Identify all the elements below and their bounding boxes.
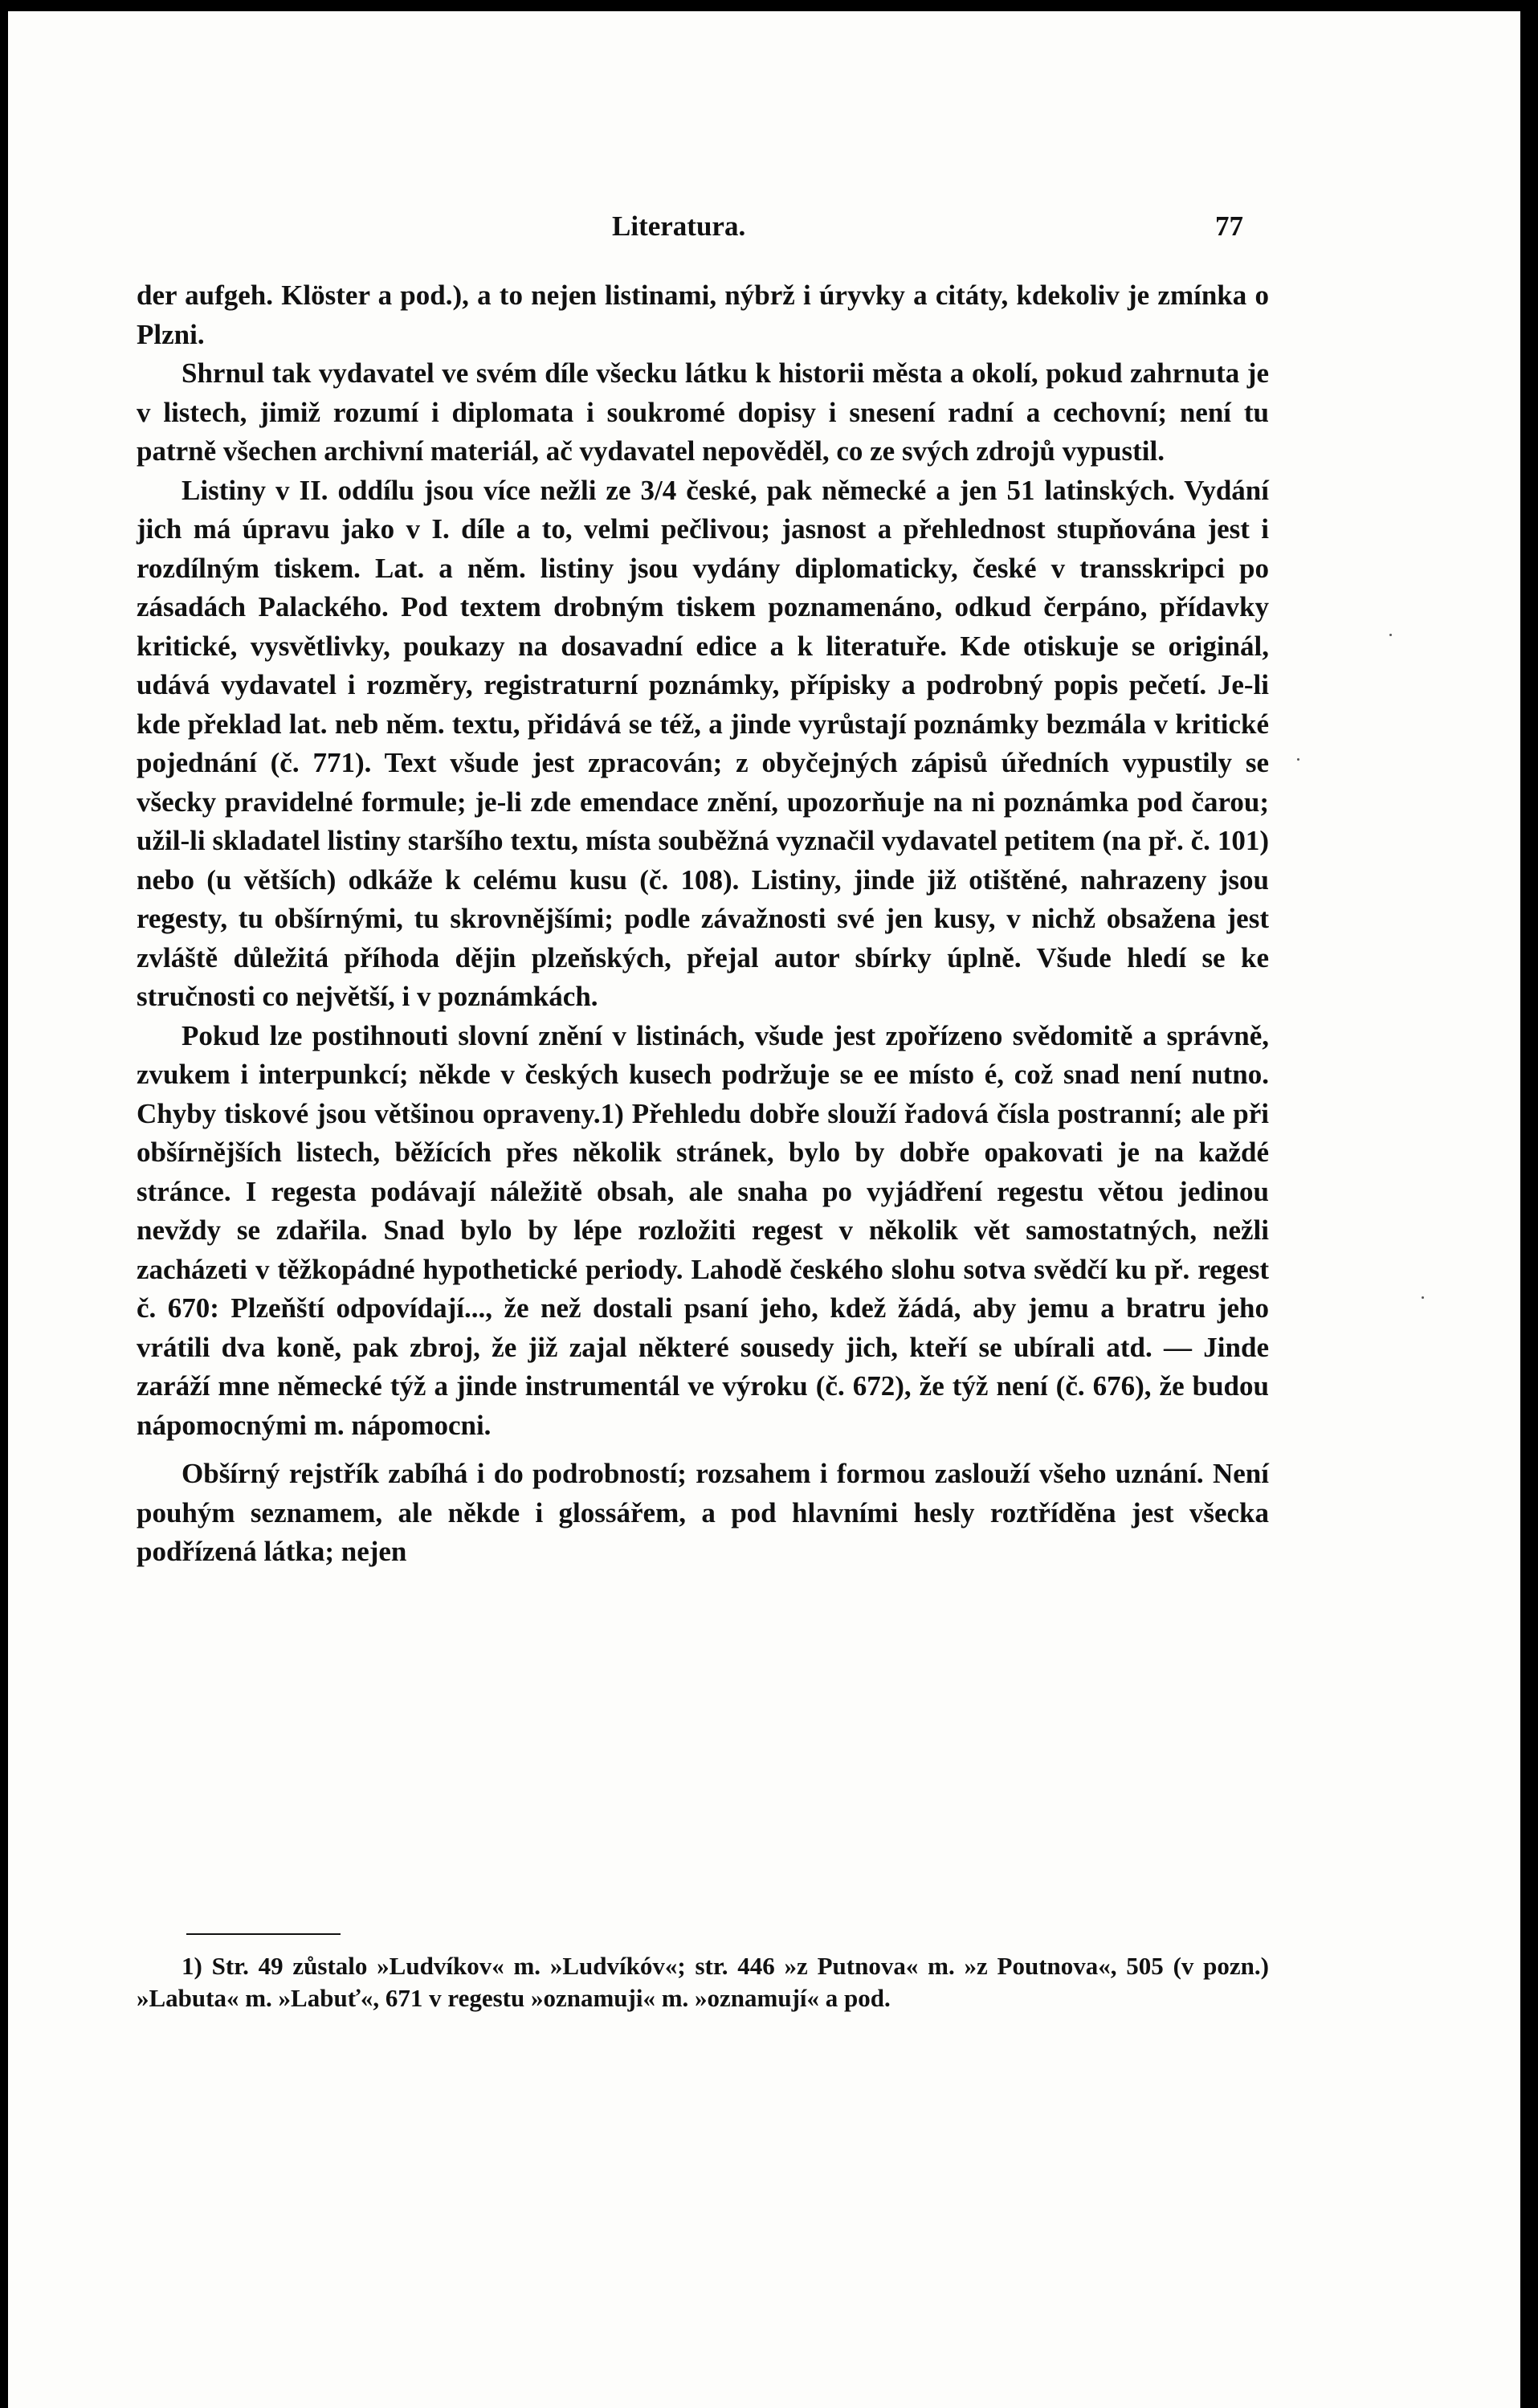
paragraph-1: der aufgeh. Klöster a pod.), a to nejen listinami, nýbrž i úryvky a citáty, kdekoliv je zmínka o Plzni. — [137, 280, 1269, 350]
footnotes — [137, 1950, 1269, 2014]
scan-speck — [1297, 758, 1299, 761]
scan-speck — [1389, 634, 1392, 636]
document-page — [8, 11, 1520, 2408]
paragraph-3: Listiny v II. oddílu jsou více nežli ze 3/4 české, pak německé a jen 51 latinských. Vydání jich má úpravu jako v I. díle a to, velmi pečlivou; jasnost a přehlednost stupňována jest i rozdílným tiskem. Lat. a něm. listiny jsou vydány diplomaticky, české v transskripci po zásadách Palackého. Pod textem drobným tiskem poznamenáno, odkud čerpáno, přídavky kritické, vysvětlivky, poukazy na dosavadní edice a k literatuře. Kde otiskuje se originál, udává vydavatel i rozměry, registraturní poznámky, přípisky a podrobný popis pečetí. Je-li kde překlad lat. neb něm. textu, přidává se též, a jinde vyrůstají poznámky bezmála v kritické pojednání (č. 771). Text všude jest zpracován; z obyčejných zápisů úředních vypustily se všecky pravidelné formule; je-li zde emendace znění, upozorňuje na ni poznámka pod čarou; užil-li skladatel listiny staršího textu, místa souběžná vyznačil vydavatel petitem (na př. č. 101) nebo (u větších) odkáže k celému kusu (č. 108). Listiny, jinde již otištěné, nahrazeny jsou regesty, tu obšírnými, tu skrovnějšími; podle závažnosti své jen kusy, v nichž obsažena jest zvláště důležitá příhoda dějin plzeňských, přejal autor sbírky úplně. Všude hledí se ke stručnosti co největší, i v poznámkách. — [137, 474, 1269, 1012]
footnote-divider — [186, 1933, 341, 1935]
running-title: Literatura. — [612, 210, 746, 242]
body-text — [137, 276, 1269, 1572]
page-number: 77 — [1215, 210, 1243, 242]
scan-speck — [1422, 1296, 1424, 1299]
running-header — [8, 204, 1520, 252]
paragraph-5: Obšírný rejstřík zabíhá i do podrobností; rozsahem i formou zaslouží všeho uznání. Není pouhým seznamem, ale někde i glossářem, a pod hlavními hesly roztříděna jest všecka podřízená látka; nejen — [137, 1458, 1269, 1567]
footnote-1: 1) Str. 49 zůstalo »Ludvíkov« m. »Ludvíkóv«; str. 446 »z Putnova« m. »z Poutnova«, 505 (v pozn.) »Labuta« m. »Labuť«, 671 v regestu »oznamuji« m. »oznamují« a pod. — [137, 1952, 1269, 2012]
paragraph-2: Shrnul tak vydavatel ve svém díle všecku látku k historii města a okolí, pokud zahrnuta je v listech, jimiž rozumí i diplomata i soukromé dopisy i snesení radní a cechovní; není tu patrně všechen archivní materiál, ač vydavatel nepověděl, co ze svých zdrojů vypustil. — [137, 357, 1269, 467]
paragraph-4: Pokud lze postihnouti slovní znění v listinách, všude jest zpořízeno svědomitě a správně, zvukem i interpunkcí; někde v českých kusech podržuje se ee místo é, což snad není nutno. Chyby tiskové jsou většinou opraveny.1) Přehledu dobře slouží řadová čísla postranní; ale při obšírnějších listech, běžících přes několik stránek, bylo by dobře opakovati je na každé stránce. I regesta podávají náležitě obsah, ale snaha po vyjádření regestu větou jedinou nevždy se zdařila. Snad bylo by lépe rozložiti regest v několik vět samostatných, nežli zacházeti v těžkopádné hypothetické periody. Lahodě českého slohu sotva svědčí ku př. regest č. 670: Plzeňští odpovídají..., že než dostali psaní jeho, kdež žádá, aby jemu a bratru jeho vrátili dva koně, pak zbroj, že již zajal některé sousedy jich, kteří se ubírali atd. — Jinde zaráží mne německé týž a jinde instrumentál ve výroku (č. 672), že týž není (č. 676), že budou nápomocnými m. nápomocni. — [137, 1019, 1269, 1441]
